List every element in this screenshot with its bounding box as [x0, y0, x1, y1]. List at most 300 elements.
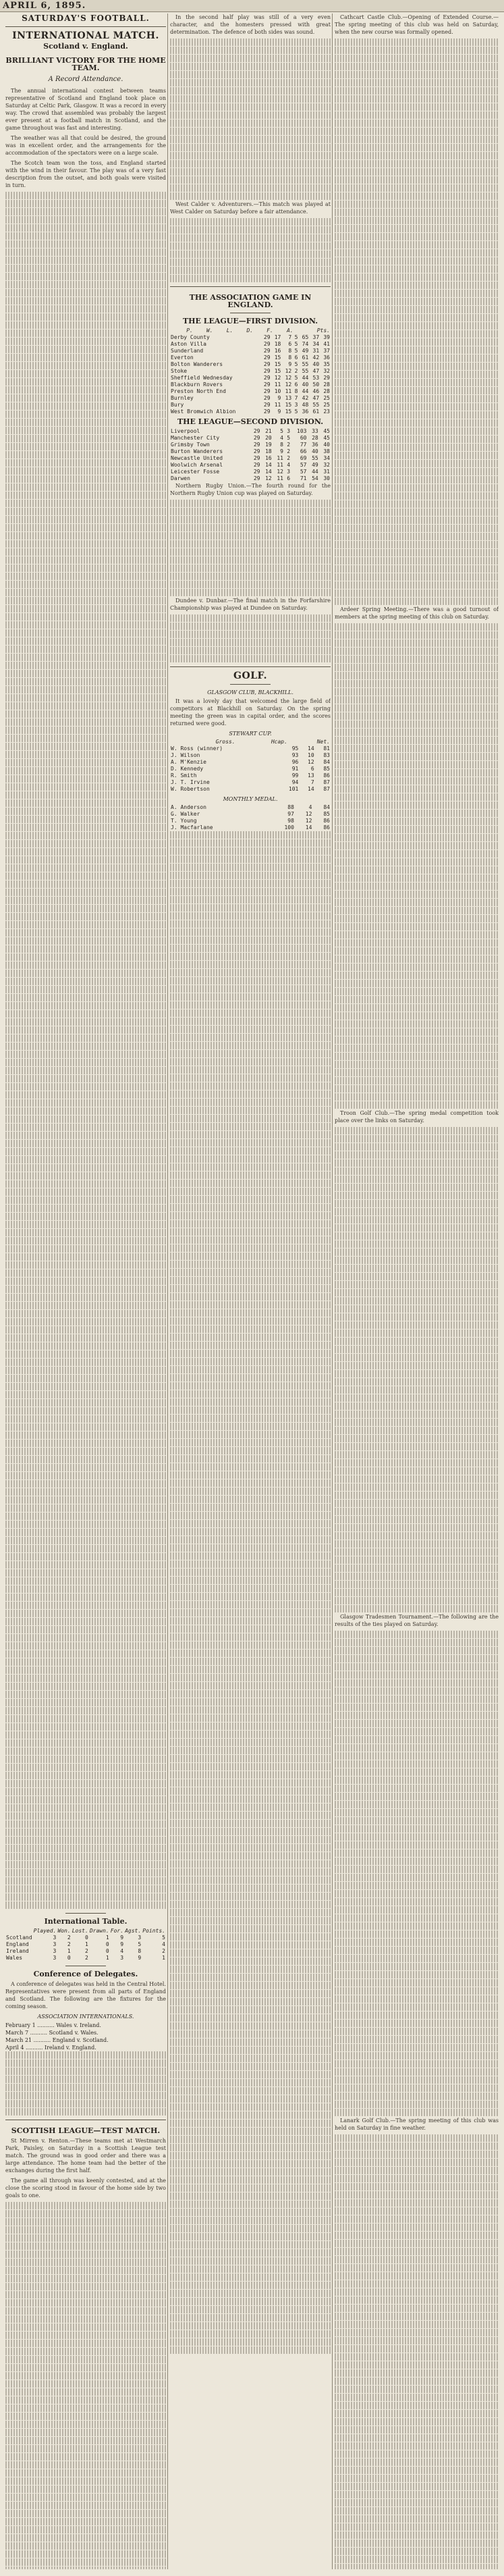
table-cell: 55	[302, 368, 309, 374]
table-cell: 44	[302, 375, 309, 381]
table-cell: 10	[274, 388, 281, 394]
table-cell: 3	[287, 428, 291, 434]
stewart-cup-rows	[170, 745, 331, 793]
article-paragraph: A conference of delegates was held in the Central Hotel. Representatives were present from all parts of England and Scotland. The following are the fixtures for the coming season.	[5, 1981, 166, 2009]
table-cell: 9	[138, 1955, 142, 1961]
table-row	[5, 1948, 166, 1955]
divider	[170, 666, 331, 667]
table-cell: 25	[323, 395, 330, 401]
table-cell: 1	[84, 1941, 88, 1947]
table-cell: 12	[305, 811, 312, 817]
table-cell: 86	[323, 824, 330, 831]
row-label: G. Walker	[171, 811, 200, 817]
table-cell: 47	[312, 395, 320, 401]
article-paragraph: The game all through was keenly contested, and at the close the scoring stood in favour of the home side by two goals to one.	[5, 2178, 166, 2199]
table-cell: 9	[288, 361, 292, 367]
table-cell: 47	[312, 368, 320, 374]
article-body-filler	[5, 2051, 166, 2115]
table-cell: 3	[287, 469, 291, 475]
right-column	[335, 14, 499, 2569]
table-cell: 35	[323, 361, 330, 367]
table-cell: 4	[308, 804, 312, 810]
conference-title: Conference of Delegates.	[33, 1970, 138, 1978]
stewart-cup-title: STEWART CUP.	[229, 731, 272, 737]
divider	[5, 26, 166, 27]
table-cell: 9	[280, 448, 283, 454]
table-header: Points.	[142, 1928, 165, 1934]
row-label: Derby County	[171, 334, 210, 340]
row-label: Manchester City	[171, 435, 220, 441]
table-cell: 2	[287, 442, 291, 448]
golf-club-title: GLASGOW CLUB, BLACKHILL.	[207, 689, 293, 695]
table-row	[170, 402, 331, 409]
row-label: Sunderland	[171, 348, 204, 354]
table-cell: 93	[291, 752, 299, 758]
golf-header	[170, 739, 331, 745]
assoc-england-title: THE ASSOCIATION GAME IN ENGLAND.	[189, 293, 312, 309]
table-cell: 0	[105, 1941, 109, 1947]
table-cell: 44	[312, 469, 318, 475]
table-cell: 55	[302, 361, 309, 367]
table-cell: 1	[105, 1935, 109, 1941]
table-cell: 60	[300, 435, 307, 441]
table-cell: 29	[263, 402, 271, 408]
table-cell: 12	[277, 469, 283, 475]
table-cell: 36	[323, 354, 330, 361]
table-cell: 29	[263, 334, 271, 340]
monthly-medal-rows	[170, 804, 331, 831]
row-label: W. Ross (winner)	[171, 745, 223, 752]
table-header: P.	[186, 327, 193, 334]
fixtures-title: ASSOCIATION INTERNATIONALS.	[37, 2014, 134, 2020]
team-name: Wales	[6, 1955, 23, 1961]
article-body-filler	[335, 1631, 499, 2116]
table-cell: 12	[285, 382, 292, 388]
row-label: Bolton Wanderers	[171, 361, 223, 367]
row-label: Aston Villa	[171, 341, 206, 347]
table-cell: 21	[265, 428, 272, 434]
golf-title: GOLF.	[233, 671, 267, 681]
table-cell: 28	[312, 435, 318, 441]
table-cell: 61	[312, 409, 320, 415]
row-label: T. Young	[171, 818, 197, 824]
table-cell: 30	[323, 475, 330, 481]
table-row	[170, 811, 331, 818]
article-paragraph: Lanark Golf Club.—The spring meeting of this club was held on Saturday in fine weather.	[335, 2118, 499, 2131]
table-cell: 29	[253, 462, 260, 468]
table-cell: 36	[312, 442, 318, 448]
article-body-filler	[5, 192, 166, 1909]
table-row	[5, 1935, 166, 1941]
table-cell: 29	[253, 475, 260, 481]
table-cell: 91	[291, 766, 299, 772]
table-cell: 37	[323, 348, 330, 354]
table-cell: 99	[291, 772, 299, 779]
table-cell: 5	[294, 409, 298, 415]
table-cell: 9	[120, 1935, 124, 1941]
table-cell: 3	[120, 1955, 124, 1961]
table-row	[170, 469, 331, 475]
row-label: Leicester Fosse	[171, 469, 220, 475]
table-row	[170, 435, 331, 442]
table-cell: 29	[263, 341, 271, 347]
table-cell: 2	[84, 1955, 88, 1961]
divider	[65, 1913, 106, 1914]
table-row	[170, 442, 331, 448]
table-row	[170, 766, 331, 772]
table-cell: 34	[323, 455, 330, 461]
list-item: March 21 .......... England v. Scotland.	[5, 2037, 109, 2043]
table-header: Agst.	[125, 1928, 142, 1934]
row-label: West Bromwich Albion	[171, 409, 236, 415]
table-cell: 5	[294, 341, 298, 347]
article-body-filler	[335, 623, 499, 1109]
table-row	[5, 1941, 166, 1948]
table-cell: 97	[287, 811, 294, 817]
table-cell: 29	[253, 435, 260, 441]
table-cell: 100	[284, 824, 294, 831]
table-cell: 29	[253, 428, 260, 434]
table-cell: 6	[294, 354, 298, 361]
row-label: Stoke	[171, 368, 188, 374]
international-teams: Scotland v. England.	[43, 42, 128, 51]
list-item: February 1 .......... Wales v. Ireland.	[5, 2022, 101, 2028]
table-cell: 14	[308, 786, 314, 792]
table-row	[170, 409, 331, 415]
table-cell: 4	[120, 1948, 124, 1954]
table-cell: 15	[274, 361, 281, 367]
table-cell: 88	[287, 804, 294, 810]
table-cell: 49	[312, 462, 318, 468]
table-cell: 13	[308, 772, 314, 779]
column-rule-2	[332, 14, 333, 2569]
table-row	[170, 348, 331, 354]
table-cell: 39	[323, 334, 330, 340]
table-cell: 29	[263, 395, 271, 401]
table-cell: 4	[162, 1941, 165, 1947]
table-cell: 94	[291, 779, 299, 785]
table-cell: 12	[285, 375, 292, 381]
table-cell: 1	[105, 1955, 109, 1961]
table-cell: 14	[265, 462, 272, 468]
table-header: Hcap.	[271, 739, 287, 745]
row-label: Newcastle United	[171, 455, 223, 461]
row-label: Liverpool	[171, 428, 200, 434]
table-cell: 95	[291, 745, 299, 752]
table-row	[170, 779, 331, 786]
table-cell: 14	[308, 745, 314, 752]
masthead-date: APRIL 6, 1895.	[3, 1, 86, 11]
table-cell: 0	[105, 1948, 109, 1954]
table-cell: 84	[323, 804, 330, 810]
table-cell: 4	[280, 435, 283, 441]
table-cell: 2	[294, 368, 298, 374]
table-cell: 2	[67, 1941, 71, 1947]
table-cell: 19	[265, 442, 272, 448]
table-cell: 61	[302, 354, 309, 361]
list-item: March 7 .......... Scotland v. Wales.	[5, 2030, 99, 2036]
table-row	[170, 334, 331, 341]
table-cell: 29	[323, 375, 330, 381]
table-header: Gross.	[215, 739, 235, 745]
article-paragraph: Troon Golf Club.—The spring medal competition took place over the links on Saturday.	[335, 1110, 499, 1124]
table-cell: 5	[294, 361, 298, 367]
table-cell: 2	[84, 1948, 88, 1954]
row-label: Blackburn Rovers	[171, 382, 223, 388]
table-header: Net.	[316, 739, 330, 745]
table-cell: 15	[285, 409, 292, 415]
table-cell: 11	[277, 455, 283, 461]
table-cell: 12	[285, 368, 292, 374]
table-cell: 74	[302, 341, 309, 347]
table-cell: 55	[312, 455, 318, 461]
table-cell: 31	[323, 469, 330, 475]
table-header: L.	[226, 327, 233, 334]
table-cell: 3	[138, 1935, 142, 1941]
table-cell: 32	[323, 368, 330, 374]
table-header: Played.	[33, 1928, 57, 1934]
table-cell: 44	[302, 388, 309, 394]
table-cell: 8	[288, 354, 292, 361]
table-cell: 12	[305, 818, 312, 824]
article-body-filler	[5, 2202, 166, 2569]
row-label: R. Smith	[171, 772, 197, 779]
table-row	[170, 375, 331, 382]
table-cell: 6	[288, 341, 292, 347]
table-cell: 29	[263, 375, 271, 381]
table-cell: 40	[312, 361, 320, 367]
table-row	[170, 341, 331, 348]
table-cell: 15	[285, 402, 292, 408]
table-cell: 57	[300, 469, 307, 475]
article-body-filler	[170, 38, 331, 200]
international-headline: BRILLIANT VICTORY FOR THE HOME TEAM.	[5, 56, 166, 72]
international-table-title: International Table.	[44, 1917, 128, 1926]
table-header: Pts.	[316, 327, 330, 334]
table-cell: 29	[253, 455, 260, 461]
article-body-filler	[335, 38, 499, 605]
international-table	[5, 1928, 166, 1962]
table-header-row	[170, 739, 331, 745]
table-row	[170, 752, 331, 759]
table-cell: 25	[323, 402, 330, 408]
table-cell: 8	[280, 442, 283, 448]
table-cell: 8	[294, 388, 298, 394]
table-cell: 65	[302, 334, 309, 340]
table-row	[170, 462, 331, 469]
table-cell: 50	[312, 382, 320, 388]
table-cell: 96	[291, 759, 299, 765]
second-division-title: THE LEAGUE—SECOND DIVISION.	[177, 417, 324, 426]
table-row	[170, 455, 331, 462]
table-header: For.	[110, 1928, 124, 1934]
table-cell: 45	[323, 428, 330, 434]
table-cell: 87	[323, 786, 330, 792]
table-cell: 0	[84, 1935, 88, 1941]
table-cell: 5	[294, 375, 298, 381]
table-cell: 11	[274, 382, 281, 388]
table-cell: 29	[263, 388, 271, 394]
table-cell: 29	[263, 382, 271, 388]
table-cell: 3	[53, 1948, 57, 1954]
article-paragraph: Glasgow Tradesmen Tournament.—The following are the results of the ties played on Saturday.	[335, 1614, 499, 1627]
row-label: Preston North End	[171, 388, 226, 394]
table-cell: 5	[294, 334, 298, 340]
table-cell: 85	[323, 811, 330, 817]
column-rule-1	[167, 14, 168, 2569]
article-paragraph: St Mirren v. Renton.—These teams met at Westmarch Park, Paisley, on Saturday in a Scottish League test match. The ground was in good order and there was a large attendance. The home team had the better of the exchanges during the first half.	[5, 2138, 166, 2174]
table-cell: 8	[288, 348, 292, 354]
row-label: A. Anderson	[171, 804, 206, 810]
table-cell: 15	[274, 354, 281, 361]
international-subhead: A Record Attendance.	[48, 76, 123, 83]
table-cell: 9	[277, 395, 281, 401]
table-cell: 29	[263, 354, 271, 361]
table-cell: 37	[312, 334, 320, 340]
table-cell: 14	[305, 824, 312, 831]
left-column	[5, 14, 166, 2569]
table-header-row	[170, 327, 331, 334]
section-title: SATURDAY'S FOOTBALL.	[22, 14, 150, 23]
table-cell: 34	[312, 341, 320, 347]
table-cell: 14	[265, 469, 272, 475]
table-cell: 53	[312, 375, 320, 381]
table-row	[170, 475, 331, 482]
article-paragraph: West Calder v. Adventurers.—This match was played at West Calder on Saturday before a fair attendance.	[170, 201, 331, 215]
first-division-rows	[170, 334, 331, 415]
scottish-league-title: SCOTTISH LEAGUE—TEST MATCH.	[11, 2126, 161, 2135]
table-cell: 23	[323, 409, 330, 415]
table-cell: 2	[287, 455, 291, 461]
table-cell: 12	[274, 375, 281, 381]
table-cell: 48	[302, 402, 309, 408]
table-cell: 33	[312, 428, 318, 434]
row-label: J. T. Irvine	[171, 779, 210, 785]
row-label: Grimsby Town	[171, 442, 210, 448]
first-division-table	[170, 327, 331, 334]
fixture-list	[5, 2022, 166, 2051]
table-cell: 11	[274, 402, 281, 408]
table-cell: 6	[294, 382, 298, 388]
table-cell: 2	[67, 1935, 71, 1941]
table-cell: 11	[277, 462, 283, 468]
row-label: D. Kennedy	[171, 766, 204, 772]
table-cell: 8	[138, 1948, 142, 1954]
table-header: A.	[286, 327, 293, 334]
table-header: Won.	[57, 1928, 71, 1934]
table-cell: 5	[287, 435, 291, 441]
table-row	[170, 395, 331, 402]
article-paragraph: It was a lovely day that welcomed the large field of competitors at Blackhill on Saturday. On the spring meeting the green was in capital order, and the scores returned were good.	[170, 698, 331, 727]
table-cell: 98	[287, 818, 294, 824]
article-paragraph: Northern Rugby Union.—The fourth round for the Northern Rugby Union cup was played on Saturday.	[170, 483, 331, 496]
table-cell: 84	[323, 759, 330, 765]
table-cell: 28	[323, 388, 330, 394]
row-label: Sheffield Wednesday	[171, 375, 233, 381]
article-body-filler	[335, 1127, 499, 1612]
table-cell: 54	[312, 475, 318, 481]
table-cell: 11	[285, 388, 292, 394]
table-cell: 2	[287, 448, 291, 454]
table-cell: 28	[323, 382, 330, 388]
table-row	[170, 428, 331, 435]
table-row	[170, 354, 331, 361]
table-cell: 46	[312, 388, 320, 394]
table-header: D.	[246, 327, 254, 334]
table-cell: 9	[277, 409, 281, 415]
table-row	[170, 388, 331, 395]
table-cell: 83	[323, 752, 330, 758]
row-label: Bury	[171, 402, 184, 408]
table-cell: 29	[253, 442, 260, 448]
table-cell: 3	[53, 1955, 57, 1961]
article-paragraph: The Scotch team won the toss, and England started with the wind in their favour. The play was of a very fast description from the outset, and both goals were visited in turn.	[5, 160, 166, 188]
row-label: J. Macfarlane	[171, 824, 213, 831]
article-body-filler	[170, 500, 331, 596]
article-paragraph: Cathcart Castle Club.—Opening of Extended Course.—The spring meeting of this club was held on Saturday, when the new course was formally opened.	[335, 14, 499, 35]
table-cell: 5	[138, 1941, 142, 1947]
table-cell: 38	[323, 448, 330, 454]
row-label: Darwen	[171, 475, 190, 481]
table-cell: 103	[297, 428, 307, 434]
article-body-filler	[170, 218, 331, 282]
table-row	[170, 786, 331, 793]
table-cell: 5	[162, 1935, 165, 1941]
table-cell: 86	[323, 818, 330, 824]
table-cell: 31	[312, 348, 320, 354]
table-cell: 18	[274, 341, 281, 347]
table-row	[170, 804, 331, 811]
row-label: Burton Wanderers	[171, 448, 223, 454]
table-header-row	[5, 1928, 166, 1935]
table-cell: 2	[162, 1948, 165, 1954]
table-row	[170, 368, 331, 375]
team-name: Ireland	[6, 1948, 29, 1954]
table-cell: 7	[294, 395, 298, 401]
table-cell: 55	[312, 402, 320, 408]
article-body-filler	[170, 831, 331, 2354]
table-cell: 29	[263, 368, 271, 374]
table-cell: 41	[323, 341, 330, 347]
article-paragraph: The annual international contest between teams representative of Scotland and England took place on Saturday at Celtic Park, Glasgow. It was a record in every way. The crowd that assembled was probably the largest ever present at a football match in Scotland, and the game throughout was fast and interesting.	[5, 88, 166, 131]
table-cell: 15	[274, 368, 281, 374]
table-header: Lost.	[72, 1928, 88, 1934]
table-cell: 29	[253, 469, 260, 475]
row-label: Burnley	[171, 395, 194, 401]
table-cell: 11	[277, 475, 283, 481]
table-cell: 40	[302, 382, 309, 388]
middle-column	[170, 14, 331, 2569]
table-cell: 29	[263, 409, 271, 415]
second-division-rows	[170, 428, 331, 482]
table-row	[170, 361, 331, 368]
article-body-filler	[335, 2134, 499, 2569]
table-row	[170, 382, 331, 388]
table-row	[5, 1955, 166, 1962]
table-cell: 77	[300, 442, 307, 448]
table-cell: 32	[323, 462, 330, 468]
table-cell: 5	[294, 348, 298, 354]
article-body-filler	[170, 614, 331, 662]
team-name: England	[6, 1941, 29, 1947]
table-cell: 87	[323, 779, 330, 785]
table-cell: 0	[67, 1955, 71, 1961]
table-cell: 16	[265, 455, 272, 461]
monthly-medal-title: MONTHLY MEDAL.	[223, 796, 278, 802]
table-cell: 29	[263, 348, 271, 354]
table-cell: 69	[300, 455, 307, 461]
table-cell: 5	[280, 428, 283, 434]
